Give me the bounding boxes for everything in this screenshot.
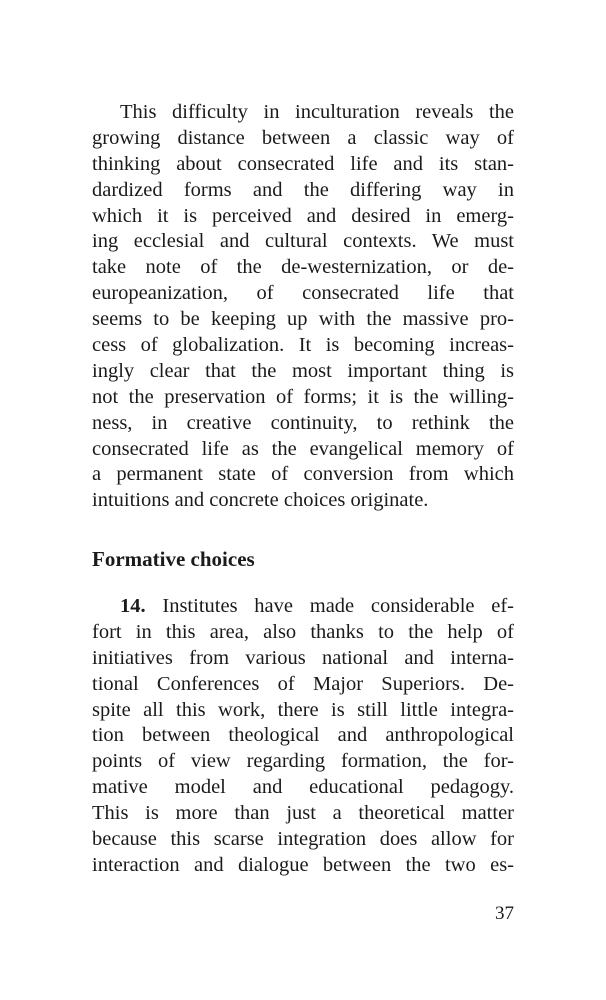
text-line-first <box>92 594 514 620</box>
text-line: This is more than just a theoretical matter <box>92 802 514 825</box>
text-line: tion between theological and anthropological <box>92 724 514 747</box>
text-line: thinking about consecrated life and its stan- <box>92 152 514 175</box>
text-line: ingly clear that the most important thing is <box>92 359 514 382</box>
text-line: spite all this work, there is still little integra- <box>92 698 514 721</box>
text-line: initiatives from various national and interna- <box>92 646 514 669</box>
text-line: intuitions and concrete choices originate. <box>92 489 429 512</box>
text-line: fort in this area, also thanks to the help of <box>92 620 514 643</box>
text-line: not the preservation of forms; it is the willing- <box>92 385 514 408</box>
text-line: interaction and dialogue between the two es- <box>92 853 514 876</box>
section-heading: Formative choices <box>92 547 255 571</box>
text-line: growing distance between a classic way of <box>92 126 514 149</box>
paragraph-number: 14. <box>120 595 146 617</box>
page-number: 37 <box>495 903 514 924</box>
text-line: tional Conferences of Major Superiors. De- <box>92 672 514 695</box>
text-line: take note of the de-westernization, or de- <box>92 256 514 279</box>
text-line: ing ecclesial and cultural contexts. We must <box>92 230 514 253</box>
paragraph-inculturation <box>92 100 514 514</box>
paragraph-formative-choices <box>92 594 514 879</box>
text-line: This difficulty in inculturation reveals the <box>120 101 514 123</box>
text-line: points of view regarding formation, the for- <box>92 750 514 773</box>
text-line: dardized forms and the differing way in <box>92 178 514 201</box>
text-line: because this scarse integration does allow for <box>92 828 514 851</box>
text-fragment: Institutes have made considerable ef- <box>145 595 514 617</box>
text-line: which it is perceived and desired in emerg- <box>92 204 514 227</box>
text-line: seems to be keeping up with the massive pro- <box>92 308 514 331</box>
text-line: consecrated life as the evangelical memory of <box>92 437 514 460</box>
text-line: europeanization, of consecrated life that <box>92 282 514 305</box>
text-line: ness, in creative continuity, to rethink the <box>92 411 514 434</box>
text-line: a permanent state of conversion from which <box>92 463 514 486</box>
text-line: mative model and educational pedagogy. <box>92 776 514 799</box>
text-line: cess of globalization. It is becoming increas- <box>92 334 514 357</box>
